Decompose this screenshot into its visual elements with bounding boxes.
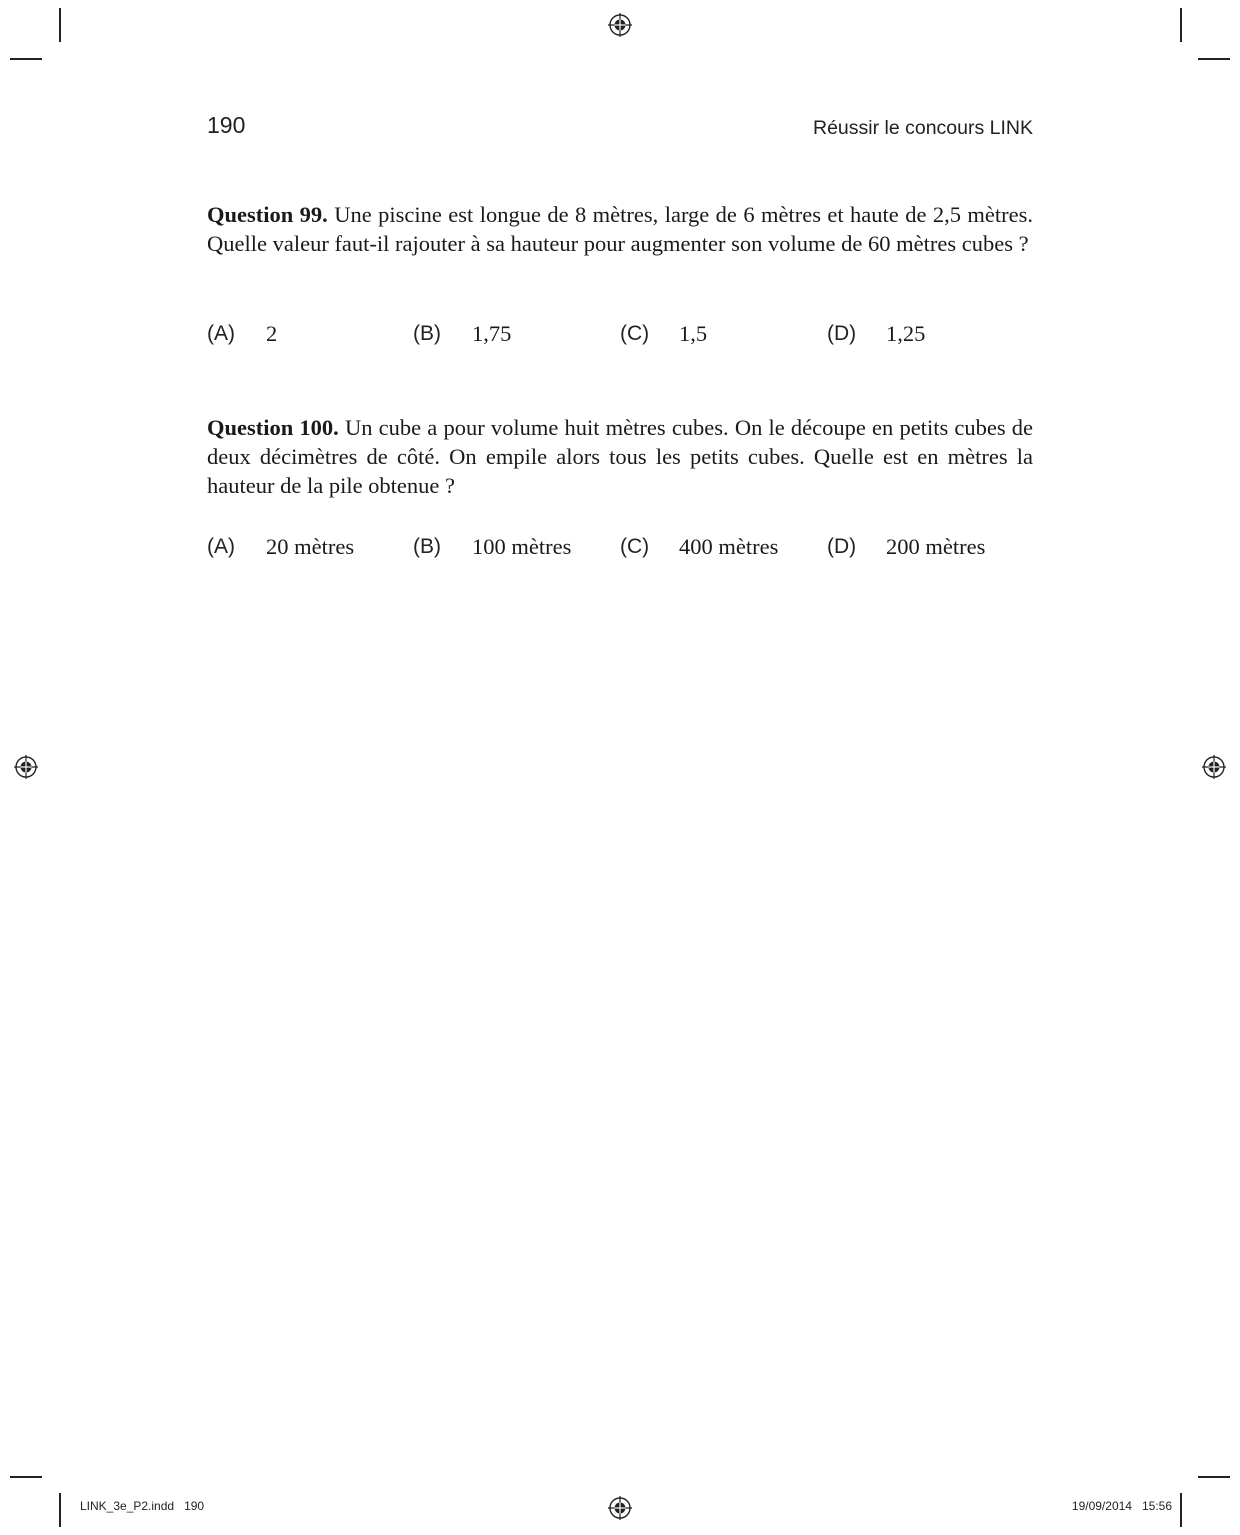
registration-mark-icon — [14, 755, 38, 779]
registration-mark-icon — [1202, 755, 1226, 779]
running-header-title: Réussir le concours LINK — [812, 117, 1033, 139]
answer-letter: (B) — [413, 535, 441, 558]
question-text: Une piscine est longue de 8 mètres, large de 6 mètres et haute de 2,5 mètres. Quelle valeur faut-il rajouter à sa hauteur pour augmenter son volume de 60 mètres cubes ? — [207, 202, 1033, 256]
question-label: Question 99. — [207, 202, 328, 227]
answer-value: 1,25 — [886, 321, 926, 346]
answer-letter: (C) — [620, 535, 650, 558]
answer-options-100 — [207, 534, 1037, 564]
answer-letter: (B) — [413, 322, 441, 345]
answer-value: 1,5 — [679, 321, 708, 346]
page-number: 190 — [207, 112, 246, 138]
question-label: Question 100. — [207, 415, 339, 440]
crop-mark-top-right-vertical — [1180, 8, 1182, 42]
answer-options-99 — [207, 321, 1037, 351]
answer-value: 200 mètres — [886, 534, 986, 559]
crop-mark-top-left-horizontal — [10, 58, 42, 60]
crop-mark-top-left-vertical — [59, 8, 61, 42]
answer-value: 400 mètres — [679, 534, 779, 559]
answer-value: 1,75 — [472, 321, 512, 346]
answer-letter: (D) — [827, 535, 857, 558]
question-text: Un cube a pour volume huit mètres cubes. On le découpe en petits cubes de deux décimètres de côté. On empile alors tous les petits cubes. Quelle est en mètres la hauteur de la pile obtenue ? — [207, 415, 1033, 498]
footer-timestamp: 19/09/2014 15:56 — [1071, 1499, 1172, 1513]
crop-mark-bottom-left-horizontal — [10, 1476, 42, 1478]
answer-value: 100 mètres — [472, 534, 572, 559]
answer-value: 20 mètres — [266, 534, 355, 559]
crop-mark-bottom-left-vertical — [59, 1493, 61, 1527]
answer-letter: (A) — [207, 322, 235, 345]
crop-mark-bottom-right-vertical — [1180, 1493, 1182, 1527]
question-99 — [207, 200, 1033, 258]
answer-letter: (A) — [207, 535, 235, 558]
crop-mark-bottom-right-horizontal — [1198, 1476, 1230, 1478]
answer-value: 2 — [266, 321, 278, 346]
registration-mark-icon — [608, 13, 632, 37]
footer-file-name: LINK_3e_P2.indd 190 — [80, 1499, 205, 1513]
crop-mark-top-right-horizontal — [1198, 58, 1230, 60]
answer-letter: (D) — [827, 322, 857, 345]
registration-mark-icon — [608, 1496, 632, 1520]
answer-letter: (C) — [620, 322, 650, 345]
question-100 — [207, 413, 1033, 500]
